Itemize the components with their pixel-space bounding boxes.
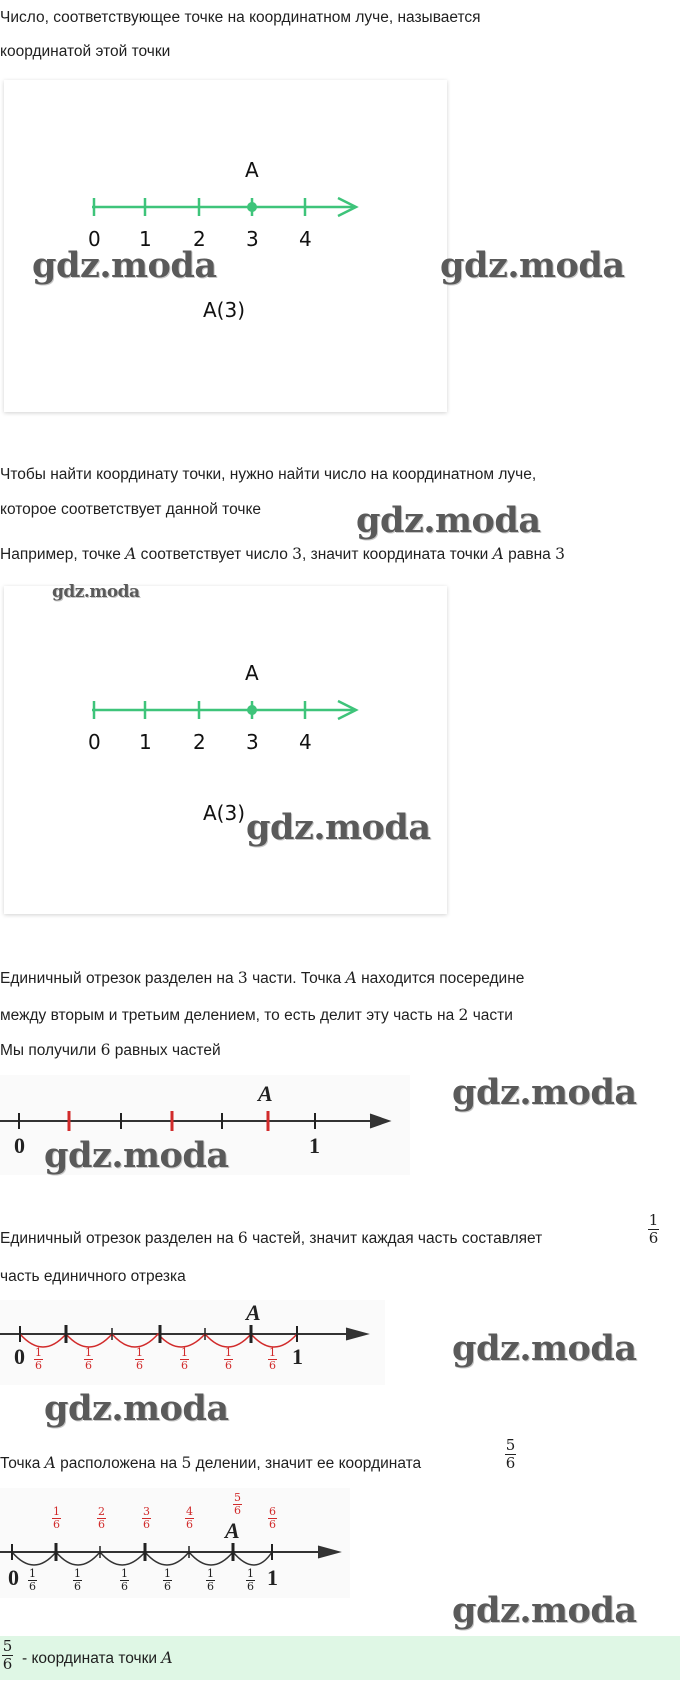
- bottom-fraction: 1 6: [121, 1567, 128, 1593]
- figure-coordinate-ray-1: [4, 80, 447, 412]
- top-fraction-2: [97, 1506, 106, 1531]
- coordinate-label-a3: A(3): [203, 801, 246, 825]
- text: Единичный отрезок разделен на: [0, 970, 238, 987]
- denominator: 6: [181, 1359, 188, 1372]
- example-num-1: 3: [292, 545, 303, 563]
- numerator: 2: [98, 1505, 105, 1518]
- point-a-label: A: [245, 158, 259, 182]
- point-a-label: A: [258, 1081, 273, 1106]
- paragraph-find-coordinate-line1: Чтобы найти координату точки, нужно найти число на координатном луче,: [0, 466, 537, 483]
- example-var-a: A: [125, 545, 137, 563]
- part-fraction: [180, 1347, 189, 1372]
- watermark: gdz.moda: [246, 807, 431, 848]
- text: расположена на: [55, 1455, 182, 1472]
- denominator: 6: [2, 1655, 13, 1673]
- figure-segment-6-parts: [0, 1300, 385, 1385]
- part-fraction: [84, 1347, 93, 1372]
- tick-label-1: 1: [139, 227, 152, 251]
- example-var-a-2: A: [492, 545, 504, 563]
- watermark: gdz.moda: [452, 1072, 637, 1113]
- number: 6: [100, 1041, 111, 1059]
- watermark: gdz.moda: [440, 245, 625, 286]
- figure-segment-3-parts: [0, 1075, 410, 1175]
- part-fraction: [135, 1347, 144, 1372]
- segment-6-parts-svg: [0, 1300, 385, 1385]
- numerator: 5: [505, 1436, 516, 1454]
- number: 5: [181, 1454, 192, 1472]
- text: частей, значит каждая часть составляет: [247, 1230, 543, 1247]
- text: находится посередине: [356, 970, 525, 987]
- numerator: 4: [186, 1505, 193, 1518]
- denominator: 6: [269, 1359, 276, 1372]
- numerator: 1: [85, 1346, 92, 1359]
- answer-text: [22, 1648, 173, 1669]
- bottom-fraction: 1 6: [164, 1567, 171, 1593]
- watermark: gdz.moda: [52, 582, 140, 602]
- text: Единичный отрезок разделен на: [0, 1230, 238, 1247]
- denominator: 6: [505, 1454, 516, 1472]
- denominator: 6: [186, 1518, 193, 1531]
- numerator: 5: [234, 1491, 241, 1504]
- numerator: 5: [2, 1637, 13, 1655]
- numerator: 1: [181, 1346, 188, 1359]
- bottom-fraction: 1 6: [74, 1567, 81, 1593]
- tick-label-0: 0: [88, 227, 101, 251]
- number: 2: [458, 1006, 469, 1024]
- paragraph-six-parts-line2: часть единичного отрезка: [0, 1268, 186, 1285]
- denominator: 6: [35, 1359, 42, 1372]
- numerator: 3: [143, 1505, 150, 1518]
- point-a-label: A: [225, 1518, 240, 1543]
- paragraph-point-coordinate: [0, 1453, 421, 1474]
- tick-label-2: 2: [193, 730, 206, 754]
- numerator: 6: [269, 1505, 276, 1518]
- paragraph-segment-line2: [0, 1005, 513, 1026]
- watermark: gdz.moda: [356, 500, 541, 541]
- tick-label-0: 0: [88, 730, 101, 754]
- text: Точка: [0, 1455, 45, 1472]
- label-zero: 0: [14, 1133, 25, 1158]
- denominator: 6: [648, 1229, 659, 1247]
- bottom-fraction: 1 6: [247, 1567, 254, 1593]
- denominator: 6: [85, 1359, 92, 1372]
- part-fraction: [224, 1347, 233, 1372]
- tick-label-3: 3: [246, 227, 259, 251]
- numerator: 1: [648, 1211, 659, 1229]
- tick-label-4: 4: [299, 227, 312, 251]
- bottom-fraction: 1 6: [207, 1567, 214, 1593]
- fraction-one-sixth: [648, 1212, 659, 1247]
- number: 3: [237, 969, 248, 987]
- top-fraction-1: [52, 1506, 61, 1531]
- tick-label-1: 1: [139, 730, 152, 754]
- answer-box: [0, 1636, 680, 1680]
- example-text-a: Например, точке: [0, 546, 126, 563]
- text: части. Точка: [247, 970, 346, 987]
- denominator: 6: [136, 1359, 143, 1372]
- paragraph-six-parts-line1: [0, 1228, 542, 1249]
- watermark: gdz.moda: [452, 1590, 637, 1631]
- point-a-label: A: [245, 661, 259, 685]
- variable-a: A: [44, 1454, 56, 1472]
- number: 6: [237, 1229, 248, 1247]
- bottom-fraction: 1 6: [29, 1567, 36, 1593]
- denominator: 6: [225, 1359, 232, 1372]
- watermark: gdz.moda: [32, 245, 217, 286]
- text: делении, значит ее координата: [191, 1455, 422, 1472]
- top-fraction-6: [268, 1506, 277, 1531]
- top-fraction-5: [233, 1492, 242, 1517]
- example-text-c: , значит координата точки: [302, 546, 493, 563]
- figure-coordinate-ray-2: [4, 582, 447, 914]
- tick-label-4: 4: [299, 730, 312, 754]
- denominator: 6: [269, 1518, 276, 1531]
- paragraph-segment-line3: [0, 1040, 221, 1061]
- part-fraction: [34, 1347, 43, 1372]
- denominator: 6: [98, 1518, 105, 1531]
- variable-a: A: [161, 1649, 173, 1667]
- label-one: 1: [309, 1133, 320, 1158]
- fraction-five-sixths: [505, 1437, 516, 1472]
- numerator: 1: [225, 1346, 232, 1359]
- tick-label-2: 2: [193, 227, 206, 251]
- text: Мы получили: [0, 1042, 101, 1059]
- paragraph-definition-line1: Число, соответствующее точке на координатном луче, называется: [0, 9, 481, 26]
- coordinate-label-a3: A(3): [203, 298, 246, 322]
- paragraph-find-coordinate-line2: которое соответствует данной точке: [0, 501, 262, 518]
- tick-label-3: 3: [246, 730, 259, 754]
- figure-segment-5-of-6: [0, 1488, 350, 1598]
- text: равных частей: [110, 1042, 221, 1059]
- numerator: 1: [136, 1346, 143, 1359]
- point-a-label: A: [246, 1300, 261, 1325]
- numerator: 1: [269, 1346, 276, 1359]
- text: части: [468, 1007, 513, 1024]
- watermark: gdz.moda: [452, 1328, 637, 1369]
- numerator: 1: [53, 1505, 60, 1518]
- example-text-b: соответствует число: [136, 546, 293, 563]
- example-num-2: 3: [555, 545, 565, 563]
- watermark: gdz.moda: [44, 1135, 229, 1176]
- label-zero: 0: [14, 1344, 25, 1369]
- denominator: 6: [53, 1518, 60, 1531]
- top-fraction-4: [185, 1506, 194, 1531]
- label-zero: 0: [8, 1565, 19, 1590]
- text: между вторым и третьим делением, то есть делит эту часть на: [0, 1007, 459, 1024]
- label-one: 1: [267, 1565, 278, 1590]
- part-fraction: [268, 1347, 277, 1372]
- watermark: gdz.moda: [44, 1388, 229, 1429]
- coordinate-ray-2-svg: [4, 586, 447, 914]
- numerator: 1: [35, 1346, 42, 1359]
- paragraph-example: [0, 544, 565, 565]
- paragraph-definition-line2: координатой этой точки: [0, 43, 171, 60]
- answer-fraction: [2, 1638, 13, 1673]
- text: - координата точки: [22, 1650, 162, 1667]
- denominator: 6: [143, 1518, 150, 1531]
- label-one: 1: [292, 1344, 303, 1369]
- top-fraction-3: [142, 1506, 151, 1531]
- variable-a: A: [345, 969, 357, 987]
- denominator: 6: [234, 1504, 241, 1517]
- example-text-d: равна: [503, 546, 556, 563]
- paragraph-segment-line1: [0, 968, 524, 989]
